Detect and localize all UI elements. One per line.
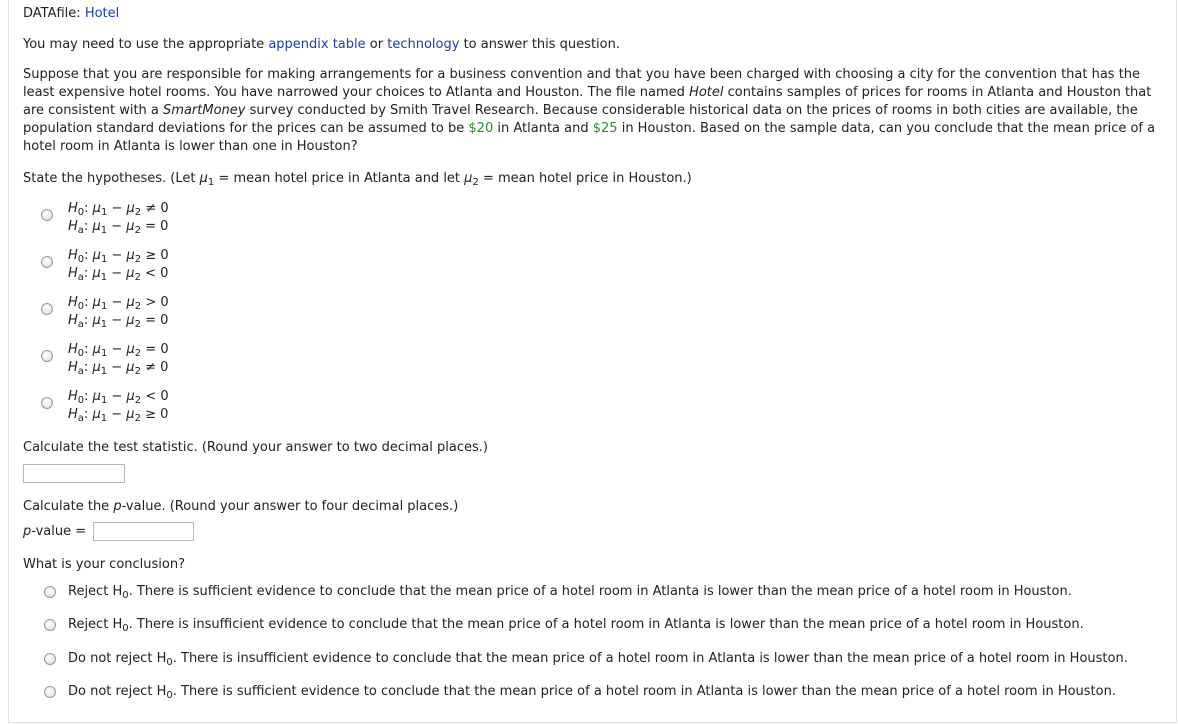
problem-text-3: survey conducted by Smith Travel Research. Because considerable historical data on the prices of rooms in both cities are available, the population standard deviations for the prices can be assumed to be — [23, 103, 1138, 136]
mu-subscript: 2 — [134, 254, 142, 265]
mu-subscript: 1 — [100, 272, 108, 283]
mu-symbol: μ — [92, 201, 101, 216]
conclusion-radio[interactable] — [44, 586, 56, 598]
conclusion-decision: Do not reject — [68, 684, 153, 699]
hypothesis-radio[interactable] — [41, 350, 53, 362]
mu-symbol: μ — [92, 219, 101, 234]
h-symbol: H — [68, 266, 78, 281]
minus-sign: − — [111, 295, 123, 310]
mu-subscript: 2 — [134, 272, 141, 283]
h-subscript: 0 — [77, 254, 85, 265]
mu-symbol: μ — [126, 342, 135, 357]
mu-subscript: 1 — [100, 225, 108, 236]
minus-sign: − — [111, 342, 123, 357]
survey-source: SmartMoney — [163, 103, 246, 118]
conclusion-statement: . There is sufficient evidence to conclude that the mean price of a hotel room in Atlanta is lower than the mean price of a hotel room in Houston. — [128, 584, 1072, 599]
hypotheses-prompt — [23, 171, 692, 186]
mu-subscript: 1 — [207, 177, 215, 188]
datafile-label: DATAfile: — [23, 6, 81, 21]
conclusion-text — [68, 617, 1084, 632]
mu-subscript: 2 — [134, 413, 141, 424]
mu-subscript: 2 — [134, 348, 142, 359]
conclusion-radio[interactable] — [44, 653, 56, 665]
p-value-prompt-end: -value. (Round your answer to four decimal places.) — [121, 499, 459, 514]
conclusion-radio[interactable] — [44, 619, 56, 631]
mu-symbol: μ — [92, 342, 101, 357]
p-value-prompt-start: Calculate the — [23, 499, 110, 514]
mu-symbol: μ — [464, 171, 473, 186]
intro-text-or: or — [369, 37, 384, 52]
mu-symbol: μ — [92, 389, 101, 404]
alternative-hypothesis: $H_a$: $\mu_1 - \mu_2 \ne 0$ — [68, 360, 169, 377]
conclusion-text — [68, 684, 1116, 699]
h-subscript: 0 — [77, 348, 85, 359]
mu-symbol: μ — [199, 171, 208, 186]
mu-subscript: 2 — [134, 395, 142, 406]
minus-sign: − — [111, 266, 123, 281]
alternative-hypothesis: $H_a$: $\mu_1 - \mu_2 = 0$ — [68, 219, 169, 236]
conclusion-decision: Reject — [68, 584, 109, 599]
h-subscript: a — [77, 319, 84, 330]
h-subscript: a — [77, 272, 84, 283]
p-value-label — [23, 524, 86, 539]
h-symbol: H — [68, 342, 78, 357]
houston-sd-value: $25 — [592, 121, 618, 136]
technology-link[interactable]: technology — [387, 37, 460, 52]
mu-subscript: 1 — [100, 366, 108, 377]
h-symbol: H — [112, 584, 123, 599]
h-symbol: H — [68, 219, 78, 234]
h-subscript: 0 — [122, 623, 129, 634]
null-operator: ≥ 0 — [145, 248, 169, 263]
alternative-hypothesis: $H_a$: $\mu_1 - \mu_2 = 0$ — [68, 313, 169, 330]
h-subscript: a — [77, 366, 84, 377]
mu-symbol: μ — [126, 389, 135, 404]
mu-subscript: 1 — [100, 319, 108, 330]
intro-text-end: to answer this question. — [463, 37, 620, 52]
mu-symbol: μ — [126, 295, 135, 310]
mu1-definition: = mean hotel price in Atlanta and let — [218, 171, 461, 186]
test-statistic-input[interactable] — [23, 464, 125, 483]
mu-subscript: 2 — [134, 319, 141, 330]
mu-symbol: μ — [126, 407, 135, 422]
h-subscript: 0 — [77, 395, 85, 406]
p-label-rest: -value = — [31, 524, 87, 539]
h-subscript: 0 — [166, 690, 173, 701]
h-subscript: 0 — [166, 657, 173, 668]
hypothesis-lines — [68, 200, 169, 236]
h-subscript: 0 — [122, 590, 129, 601]
mu-symbol: μ — [126, 313, 135, 328]
datafile-link[interactable]: Hotel — [84, 6, 120, 21]
hypothesis-lines — [68, 388, 169, 424]
minus-sign: − — [111, 313, 123, 328]
hypotheses-prompt-start: State the hypotheses. (Let — [23, 171, 196, 186]
conclusion-statement: . There is insufficient evidence to conclude that the mean price of a hotel room in Atlanta is lower than the mean price of a hotel room in Houston. — [172, 651, 1128, 666]
h-symbol: H — [68, 407, 78, 422]
alternative-operator: ≥ 0 — [145, 407, 169, 422]
alternative-operator: ≠ 0 — [145, 360, 169, 375]
mu-subscript: 1 — [100, 254, 108, 265]
h-symbol: H — [112, 617, 123, 632]
mu-symbol: μ — [92, 407, 101, 422]
conclusion-radio[interactable] — [44, 686, 56, 698]
h-symbol: H — [156, 684, 167, 699]
conclusion-text — [68, 584, 1072, 599]
h-subscript: 0 — [77, 301, 85, 312]
null-operator: ≠ 0 — [145, 201, 169, 216]
mu-symbol: μ — [92, 313, 101, 328]
mu-symbol: μ — [126, 248, 135, 263]
minus-sign: − — [111, 201, 123, 216]
minus-sign: − — [111, 407, 123, 422]
null-operator: > 0 — [145, 295, 169, 310]
hypothesis-lines — [68, 294, 169, 330]
p-value-input[interactable] — [93, 522, 194, 541]
mu-symbol: μ — [92, 248, 101, 263]
conclusion-text — [68, 651, 1128, 666]
hypothesis-radio[interactable] — [41, 256, 53, 268]
mu-subscript: 2 — [134, 207, 142, 218]
problem-statement — [23, 66, 1163, 156]
mu2-definition: = mean hotel price in Houston.) — [482, 171, 692, 186]
conclusion-decision: Do not reject — [68, 651, 153, 666]
mu-subscript: 2 — [134, 366, 141, 377]
minus-sign: − — [111, 360, 123, 375]
alternative-operator: < 0 — [145, 266, 169, 281]
h-symbol: H — [68, 389, 78, 404]
h-subscript: 0 — [77, 207, 85, 218]
mu-symbol: μ — [92, 295, 101, 310]
hypothesis-lines — [68, 247, 169, 283]
h-symbol: H — [156, 651, 167, 666]
mu-symbol: μ — [92, 266, 101, 281]
mu-symbol: μ — [126, 219, 135, 234]
datafile-line — [23, 6, 119, 21]
problem-text-4: in Atlanta and — [497, 121, 589, 136]
null-hypothesis: $H_0$: $\mu_1 - \mu_2 < 0$ — [68, 389, 169, 406]
problem-text-2: contains samples of prices for rooms in Atlanta and Houston that are consistent with a — [23, 85, 1152, 118]
hypothesis-radio[interactable] — [41, 303, 53, 315]
mu-symbol: μ — [126, 266, 135, 281]
h-symbol: H — [68, 295, 78, 310]
p-italic: p — [113, 499, 122, 514]
null-hypothesis: $H_0$: $\mu_1 - \mu_2 = 0$ — [68, 342, 169, 359]
h-symbol: H — [68, 201, 78, 216]
p-value-prompt — [23, 499, 458, 514]
h-subscript: a — [77, 225, 84, 236]
minus-sign: − — [111, 389, 123, 404]
alternative-hypothesis: $H_a$: $\mu_1 - \mu_2 \ge 0$ — [68, 407, 169, 424]
mu-subscript: 2 — [472, 177, 479, 188]
intro-text-start: You may need to use the appropriate — [23, 37, 265, 52]
null-hypothesis: $H_0$: $\mu_1 - \mu_2 \ne 0$ — [68, 201, 169, 218]
conclusion-prompt: What is your conclusion? — [23, 557, 185, 572]
problem-text-5: in Houston. Based on the sample data, can you conclude that the mean price of a hotel room in Atlanta is lower than one in Houston? — [23, 121, 1156, 154]
appendix-table-link[interactable]: appendix table — [268, 37, 366, 52]
p-label-italic: p — [23, 524, 32, 539]
alternative-hypothesis: $H_a$: $\mu_1 - \mu_2 < 0$ — [68, 266, 169, 283]
h-symbol: H — [68, 360, 78, 375]
mu-subscript: 1 — [100, 413, 108, 424]
hypothesis-radio[interactable] — [41, 397, 53, 409]
mu-subscript: 1 — [100, 301, 108, 312]
file-name: Hotel — [689, 85, 724, 100]
conclusion-statement: . There is sufficient evidence to conclude that the mean price of a hotel room in Atlanta is lower than the mean price of a hotel room in Houston. — [172, 684, 1116, 699]
h-symbol: H — [68, 313, 78, 328]
mu-symbol: μ — [92, 360, 101, 375]
mu-subscript: 1 — [100, 395, 108, 406]
h-symbol: H — [68, 248, 78, 263]
test-statistic-prompt: Calculate the test statistic. (Round your answer to two decimal places.) — [23, 440, 488, 455]
null-hypothesis: $H_0$: $\mu_1 - \mu_2 > 0$ — [68, 295, 169, 312]
minus-sign: − — [111, 248, 123, 263]
alternative-operator: = 0 — [145, 313, 169, 328]
mu-subscript: 2 — [134, 225, 141, 236]
minus-sign: − — [111, 219, 123, 234]
conclusion-statement: . There is insufficient evidence to conclude that the mean price of a hotel room in Atlanta is lower than the mean price of a hotel room in Houston. — [128, 617, 1084, 632]
mu-subscript: 2 — [134, 301, 142, 312]
alternative-operator: = 0 — [145, 219, 169, 234]
null-operator: < 0 — [145, 389, 169, 404]
mu-subscript: 1 — [100, 207, 108, 218]
hypothesis-radio[interactable] — [41, 209, 53, 221]
mu-subscript: 1 — [100, 348, 108, 359]
mu-symbol: μ — [126, 360, 135, 375]
null-hypothesis: $H_0$: $\mu_1 - \mu_2 \ge 0$ — [68, 248, 169, 265]
h-subscript: a — [77, 413, 84, 424]
null-operator: = 0 — [145, 342, 169, 357]
mu-symbol: μ — [126, 201, 135, 216]
intro-line — [23, 37, 620, 52]
atlanta-sd-value: $20 — [468, 121, 494, 136]
conclusion-decision: Reject — [68, 617, 109, 632]
problem-text-1: Suppose that you are responsible for making arrangements for a business convention and that you have been charged with choosing a city for the convention that has the least expensive hotel rooms. You have narrowed your choices to Atlanta and Houston. The file named — [23, 67, 1141, 100]
hypothesis-lines — [68, 341, 169, 377]
